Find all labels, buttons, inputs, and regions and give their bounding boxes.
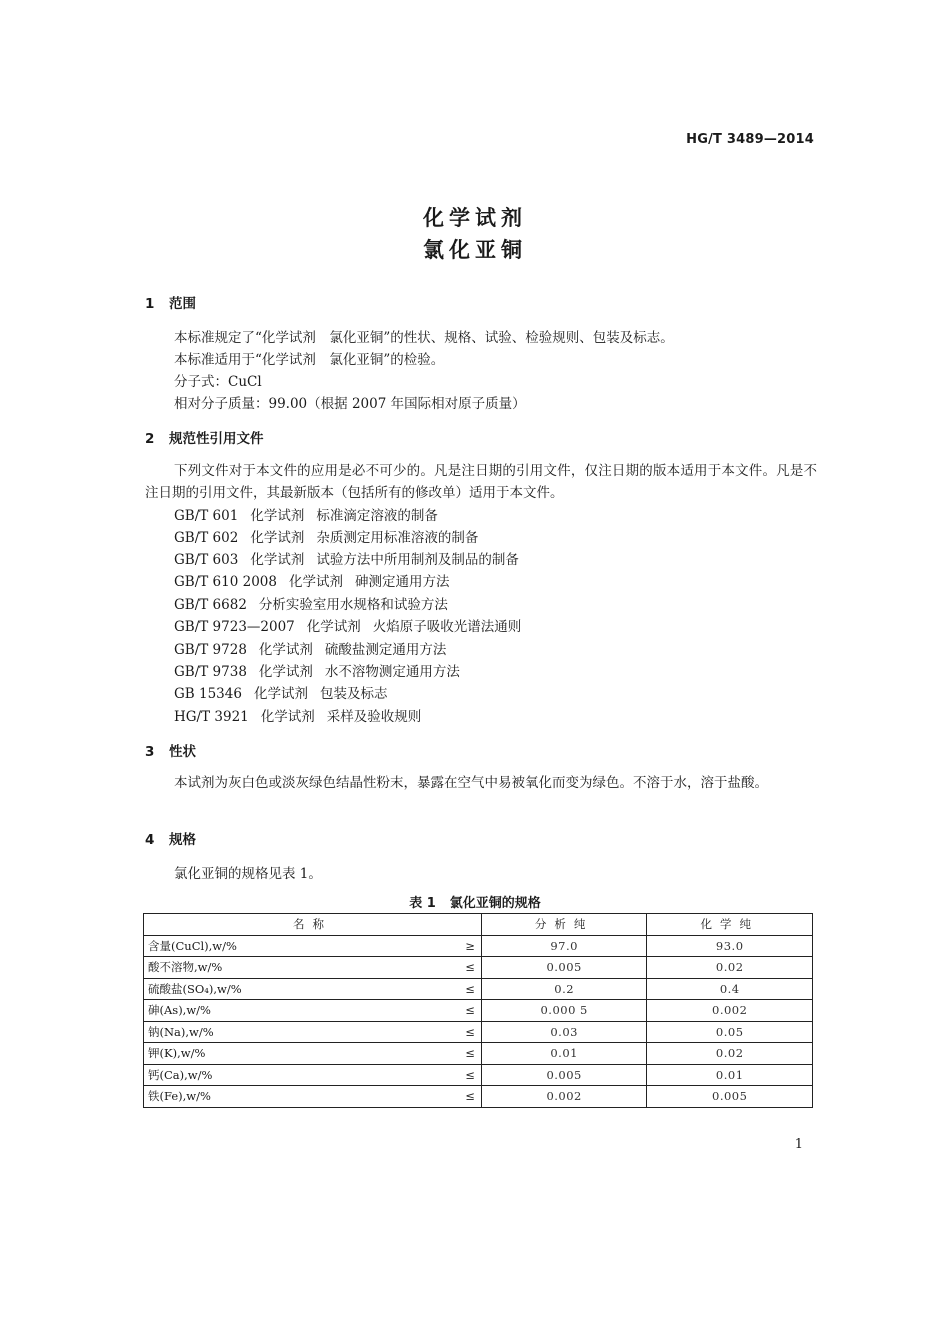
table-row bbox=[144, 1043, 813, 1065]
table-header-row bbox=[144, 914, 813, 936]
section-1-line: 本标准适用于“化学试剂 氯化亚铜”的检验。 bbox=[174, 352, 445, 368]
table-header-ar: 分析纯 bbox=[481, 914, 647, 936]
section-4-intro: 氯化亚铜的规格见表 1。 bbox=[174, 866, 322, 882]
cell-ar: 0.01 bbox=[481, 1043, 647, 1065]
cell-ar: 0.005 bbox=[481, 957, 647, 979]
section-title: 规格 bbox=[169, 832, 196, 848]
cell-name: 钾(K),w/% bbox=[144, 1043, 460, 1065]
cell-name: 铁(Fe),w/% bbox=[144, 1086, 460, 1108]
section-number: 3 bbox=[145, 744, 155, 760]
section-1-heading bbox=[145, 292, 196, 312]
page-number: 1 bbox=[794, 1137, 803, 1152]
ref-item: GB/T 603 化学试剂 试验方法中所用制剂及制品的制备 bbox=[174, 552, 519, 568]
cell-symbol: ≤ bbox=[459, 1086, 481, 1108]
spec-table bbox=[143, 913, 813, 1108]
section-4-heading bbox=[145, 828, 196, 848]
ref-item: GB/T 9723—2007 化学试剂 火焰原子吸收光谱法通则 bbox=[174, 619, 522, 635]
table-header-name: 名称 bbox=[144, 914, 482, 936]
cell-cp: 0.02 bbox=[647, 1043, 813, 1065]
cell-symbol: ≤ bbox=[459, 1043, 481, 1065]
ref-item: GB/T 602 化学试剂 杂质测定用标准溶液的制备 bbox=[174, 530, 479, 546]
cell-name: 含量(CuCl),w/% bbox=[144, 935, 460, 957]
cell-symbol: ≤ bbox=[459, 1064, 481, 1086]
section-2-intro: 下列文件对于本文件的应用是必不可少的。凡是注日期的引用文件，仅注日期的版本适用于本文件。凡是不注日期的引用文件，其最新版本（包括所有的修改单）适用于本文件。 bbox=[145, 463, 817, 501]
table-row bbox=[144, 1086, 813, 1108]
section-title: 性状 bbox=[169, 744, 196, 760]
cell-cp: 0.4 bbox=[647, 978, 813, 1000]
cell-name: 硫酸盐(SO₄),w/% bbox=[144, 978, 460, 1000]
cell-name: 砷(As),w/% bbox=[144, 1000, 460, 1022]
ref-item: GB/T 601 化学试剂 标准滴定溶液的制备 bbox=[174, 508, 438, 524]
ref-item: GB/T 610 2008 化学试剂 砷测定通用方法 bbox=[174, 574, 450, 590]
section-1-line: 分子式：CuCl bbox=[174, 374, 262, 390]
cell-symbol: ≤ bbox=[459, 978, 481, 1000]
table-header-cp: 化学纯 bbox=[647, 914, 813, 936]
standard-code: HG/T 3489—2014 bbox=[686, 132, 814, 147]
cell-symbol: ≤ bbox=[459, 957, 481, 979]
table-row bbox=[144, 978, 813, 1000]
table-row bbox=[144, 935, 813, 957]
ref-item: GB/T 6682 分析实验室用水规格和试验方法 bbox=[174, 597, 448, 613]
section-3-text: 本试剂为灰白色或淡灰绿色结晶性粉末，暴露在空气中易被氧化而变为绿色。不溶于水，溶于盐酸。 bbox=[174, 775, 768, 791]
section-number: 2 bbox=[145, 431, 155, 447]
section-2-heading bbox=[145, 427, 264, 447]
table-row bbox=[144, 1064, 813, 1086]
cell-name: 钠(Na),w/% bbox=[144, 1021, 460, 1043]
table-label: 表 1 bbox=[409, 896, 436, 911]
ref-item: HG/T 3921 化学试剂 采样及验收规则 bbox=[174, 709, 422, 725]
cell-cp: 93.0 bbox=[647, 935, 813, 957]
section-number: 1 bbox=[145, 296, 155, 312]
cell-ar: 0.000 5 bbox=[481, 1000, 647, 1022]
table-caption bbox=[0, 892, 950, 911]
cell-ar: 0.005 bbox=[481, 1064, 647, 1086]
cell-cp: 0.02 bbox=[647, 957, 813, 979]
cell-ar: 0.2 bbox=[481, 978, 647, 1000]
section-number: 4 bbox=[145, 832, 155, 848]
cell-cp: 0.05 bbox=[647, 1021, 813, 1043]
cell-cp: 0.005 bbox=[647, 1086, 813, 1108]
ref-item: GB/T 9738 化学试剂 水不溶物测定通用方法 bbox=[174, 664, 460, 680]
section-3-heading bbox=[145, 740, 196, 760]
doc-title-line2: 氯化亚铜 bbox=[423, 238, 527, 262]
cell-name: 酸不溶物,w/% bbox=[144, 957, 460, 979]
cell-cp: 0.01 bbox=[647, 1064, 813, 1086]
cell-cp: 0.002 bbox=[647, 1000, 813, 1022]
ref-item: GB 15346 化学试剂 包装及标志 bbox=[174, 686, 388, 702]
section-1-line: 相对分子质量：99.00（根据 2007 年国际相对原子质量） bbox=[174, 396, 526, 412]
cell-symbol: ≥ bbox=[459, 935, 481, 957]
cell-symbol: ≤ bbox=[459, 1021, 481, 1043]
section-1-line: 本标准规定了“化学试剂 氯化亚铜”的性状、规格、试验、检验规则、包装及标志。 bbox=[174, 330, 674, 346]
table-row bbox=[144, 1000, 813, 1022]
section-title: 规范性引用文件 bbox=[169, 431, 264, 447]
cell-ar: 97.0 bbox=[481, 935, 647, 957]
table-row bbox=[144, 957, 813, 979]
table-caption-text: 氯化亚铜的规格 bbox=[449, 896, 541, 911]
doc-title-line1: 化学试剂 bbox=[423, 206, 527, 230]
ref-item: GB/T 9728 化学试剂 硫酸盐测定通用方法 bbox=[174, 642, 447, 658]
cell-symbol: ≤ bbox=[459, 1000, 481, 1022]
cell-name: 钙(Ca),w/% bbox=[144, 1064, 460, 1086]
section-title: 范围 bbox=[169, 296, 196, 312]
cell-ar: 0.03 bbox=[481, 1021, 647, 1043]
table-row bbox=[144, 1021, 813, 1043]
cell-ar: 0.002 bbox=[481, 1086, 647, 1108]
